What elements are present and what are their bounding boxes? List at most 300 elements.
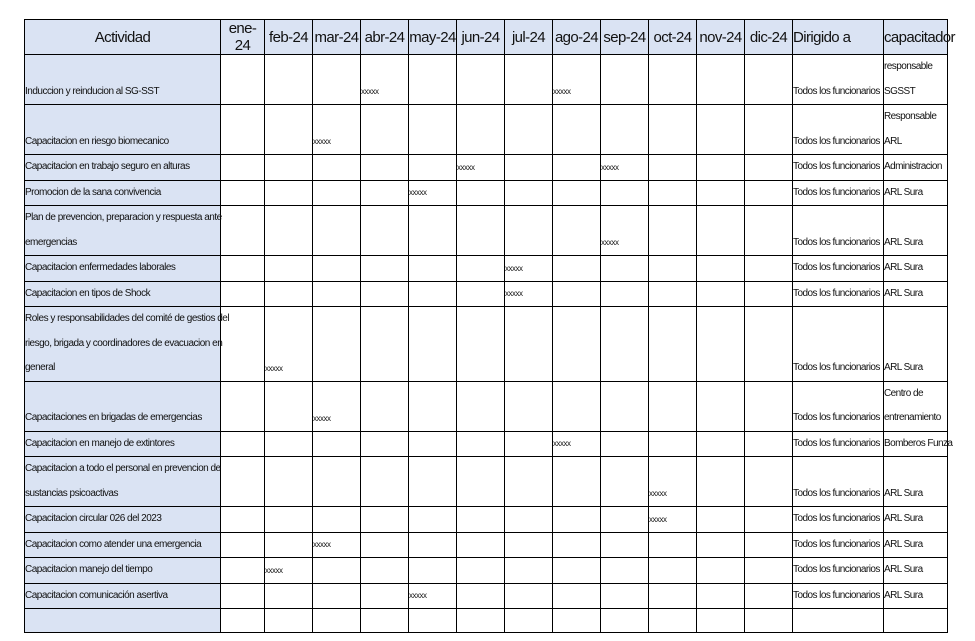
month-cell[interactable] — [361, 431, 409, 457]
month-cell[interactable] — [457, 256, 505, 282]
month-cell[interactable] — [313, 180, 361, 206]
month-cell[interactable] — [697, 307, 745, 382]
trainer-cell[interactable] — [884, 381, 948, 431]
month-cell[interactable] — [745, 206, 793, 256]
month-cell[interactable] — [313, 256, 361, 282]
activity-cell[interactable] — [25, 583, 221, 609]
month-cell[interactable] — [697, 558, 745, 584]
month-cell[interactable]: xxxxx — [409, 180, 457, 206]
month-cell[interactable]: xxxxx — [553, 55, 601, 105]
month-cell[interactable] — [221, 583, 265, 609]
month-cell[interactable] — [697, 206, 745, 256]
trainer-cell[interactable] — [884, 180, 948, 206]
month-cell[interactable] — [409, 256, 457, 282]
month-cell[interactable] — [457, 507, 505, 533]
month-cell[interactable] — [697, 431, 745, 457]
audience-cell[interactable]: Todos los funcionarios — [793, 281, 884, 307]
column-header[interactable]: mar-24 — [313, 20, 361, 55]
audience-cell[interactable]: Todos los funcionarios — [793, 381, 884, 431]
table-row — [25, 457, 948, 507]
month-cell[interactable] — [649, 583, 697, 609]
month-cell[interactable] — [697, 256, 745, 282]
column-header[interactable]: nov-24 — [697, 20, 745, 55]
month-cell[interactable] — [697, 507, 745, 533]
trainer-cell[interactable] — [884, 307, 948, 382]
month-cell[interactable] — [265, 155, 313, 181]
audience-cell[interactable]: Todos los funcionarios — [793, 307, 884, 382]
trainer-cell[interactable] — [884, 206, 948, 256]
month-cell[interactable] — [313, 558, 361, 584]
month-cell[interactable] — [457, 307, 505, 382]
month-cell[interactable] — [409, 532, 457, 558]
month-cell[interactable] — [745, 55, 793, 105]
trainer-text: ARL Sura — [884, 538, 923, 550]
month-cell[interactable] — [601, 609, 649, 633]
month-cell[interactable] — [505, 206, 553, 256]
month-cell[interactable] — [553, 256, 601, 282]
month-cell[interactable] — [697, 55, 745, 105]
month-cell[interactable] — [361, 609, 409, 633]
month-cell[interactable] — [601, 281, 649, 307]
month-cell[interactable] — [313, 155, 361, 181]
month-cell[interactable] — [745, 609, 793, 633]
month-cell[interactable] — [553, 180, 601, 206]
month-cell[interactable] — [265, 206, 313, 256]
month-cell[interactable] — [409, 206, 457, 256]
month-cell[interactable] — [409, 558, 457, 584]
activity-text: emergencias — [25, 236, 77, 248]
month-cell[interactable] — [221, 457, 265, 507]
month-cell[interactable] — [553, 457, 601, 507]
month-cell[interactable] — [601, 180, 649, 206]
activity-text: Capacitacion en trabajo seguro en alturas — [25, 161, 190, 172]
month-cell[interactable] — [457, 180, 505, 206]
month-cell[interactable] — [265, 55, 313, 105]
month-cell[interactable] — [649, 180, 697, 206]
trainer-cell[interactable] — [884, 155, 948, 181]
audience-cell[interactable]: Todos los funcionarios — [793, 105, 884, 155]
month-cell[interactable] — [505, 180, 553, 206]
month-cell[interactable] — [697, 532, 745, 558]
table-row — [25, 307, 948, 382]
month-cell[interactable] — [745, 307, 793, 382]
month-cell[interactable] — [553, 155, 601, 181]
month-cell[interactable] — [601, 583, 649, 609]
column-header[interactable]: may-24 — [409, 20, 457, 55]
activity-text: riesgo, brigada y coordinadores de evacuacion en — [25, 337, 223, 349]
month-cell[interactable] — [221, 532, 265, 558]
month-cell[interactable] — [313, 206, 361, 256]
month-cell[interactable] — [649, 609, 697, 633]
month-cell[interactable] — [697, 609, 745, 633]
month-cell[interactable] — [457, 583, 505, 609]
month-cell[interactable] — [265, 281, 313, 307]
month-cell[interactable] — [553, 507, 601, 533]
month-cell[interactable] — [221, 431, 265, 457]
trainer-text: ARL Sura — [884, 236, 923, 248]
month-cell[interactable] — [457, 532, 505, 558]
activity-cell[interactable] — [25, 55, 221, 105]
audience-cell[interactable]: Todos los funcionarios — [793, 206, 884, 256]
month-cell[interactable] — [457, 206, 505, 256]
trainer-cell[interactable] — [884, 558, 948, 584]
month-cell[interactable] — [313, 583, 361, 609]
audience-cell[interactable]: Todos los funcionarios — [793, 155, 884, 181]
table-row — [25, 256, 948, 282]
audience-cell[interactable]: Todos los funcionarios — [793, 431, 884, 457]
table-row — [25, 583, 948, 609]
month-cell[interactable] — [457, 457, 505, 507]
month-cell[interactable] — [553, 609, 601, 633]
trainer-cell[interactable] — [884, 507, 948, 533]
trainer-cell[interactable] — [884, 431, 953, 457]
activity-cell[interactable] — [25, 307, 230, 382]
trainer-text: ARL Sura — [884, 513, 923, 524]
month-cell[interactable] — [601, 558, 649, 584]
month-cell[interactable] — [505, 609, 553, 633]
month-cell[interactable] — [649, 281, 697, 307]
month-cell[interactable] — [361, 256, 409, 282]
audience-cell[interactable]: Todos los funcionarios — [793, 558, 884, 584]
month-cell[interactable] — [409, 507, 457, 533]
activity-text: Capacitacion enfermedades laborales — [25, 262, 176, 273]
activity-text: Roles y responsabilidades del comité de gestios del — [25, 313, 230, 324]
activity-cell[interactable] — [25, 155, 221, 181]
month-cell[interactable] — [361, 532, 409, 558]
month-cell[interactable] — [553, 532, 601, 558]
month-cell[interactable] — [505, 307, 553, 382]
month-cell[interactable] — [745, 256, 793, 282]
month-cell[interactable] — [745, 431, 793, 457]
table-row — [25, 105, 948, 155]
column-header[interactable]: Dirigido a — [793, 20, 884, 55]
activity-cell[interactable] — [25, 431, 221, 457]
column-header[interactable]: ene-24 — [221, 20, 265, 55]
audience-cell[interactable]: Todos los funcionarios — [793, 507, 884, 533]
month-cell[interactable] — [361, 155, 409, 181]
month-cell[interactable] — [697, 381, 745, 431]
month-cell[interactable] — [601, 55, 649, 105]
activity-text: Capacitacion manejo del tiempo — [25, 564, 153, 575]
activity-text: Capacitacion como atender una emergencia — [25, 538, 202, 550]
trainer-text: ARL Sura — [884, 262, 923, 273]
month-cell[interactable] — [553, 381, 601, 431]
month-cell[interactable] — [265, 431, 313, 457]
month-cell[interactable] — [697, 180, 745, 206]
month-cell[interactable] — [505, 583, 553, 609]
month-cell[interactable] — [221, 507, 265, 533]
month-cell[interactable] — [221, 281, 265, 307]
month-cell[interactable] — [409, 55, 457, 105]
activity-cell[interactable] — [25, 457, 221, 507]
month-cell[interactable] — [265, 180, 313, 206]
month-cell[interactable] — [745, 281, 793, 307]
column-header[interactable]: oct-24 — [649, 20, 697, 55]
activity-cell[interactable] — [25, 256, 221, 282]
month-cell[interactable] — [457, 609, 505, 633]
month-cell[interactable] — [313, 507, 361, 533]
activity-text: Plan de prevencion, preparacion y respuesta ante — [25, 212, 222, 223]
trainer-text: ARL — [884, 135, 902, 147]
trainer-text: responsable — [884, 61, 933, 72]
column-header[interactable]: dic-24 — [745, 20, 793, 55]
month-cell[interactable] — [553, 583, 601, 609]
month-cell[interactable] — [601, 105, 649, 155]
audience-cell[interactable] — [793, 609, 884, 633]
month-cell[interactable] — [505, 532, 553, 558]
month-cell[interactable] — [313, 281, 361, 307]
month-cell[interactable] — [361, 281, 409, 307]
month-cell[interactable] — [409, 431, 457, 457]
activity-text: Capacitacion en manejo de extintores — [25, 437, 175, 449]
column-header[interactable]: jun-24 — [457, 20, 505, 55]
month-cell[interactable]: xxxxx — [553, 431, 601, 457]
trainer-cell[interactable] — [884, 457, 948, 507]
month-cell[interactable] — [649, 105, 697, 155]
table-row — [25, 206, 948, 256]
month-cell[interactable] — [745, 180, 793, 206]
trainer-cell[interactable] — [884, 609, 948, 633]
month-cell[interactable]: xxxxx — [313, 105, 361, 155]
month-cell[interactable] — [505, 457, 553, 507]
trainer-cell[interactable] — [884, 105, 948, 155]
month-cell[interactable] — [697, 155, 745, 181]
month-cell[interactable] — [553, 105, 601, 155]
month-cell[interactable]: xxxxx — [361, 55, 409, 105]
month-cell[interactable] — [649, 155, 697, 181]
month-cell[interactable] — [265, 609, 313, 633]
month-cell[interactable] — [553, 558, 601, 584]
month-cell[interactable] — [409, 457, 457, 507]
month-cell[interactable] — [649, 55, 697, 105]
month-cell[interactable] — [409, 105, 457, 155]
month-cell[interactable] — [505, 558, 553, 584]
month-cell[interactable] — [221, 105, 265, 155]
month-cell[interactable] — [265, 583, 313, 609]
table-row — [25, 55, 948, 105]
month-cell[interactable] — [505, 105, 553, 155]
month-cell[interactable] — [221, 609, 265, 633]
activity-text: Induccion y reinducion al SG-SST — [25, 85, 160, 97]
audience-cell[interactable]: Todos los funcionarios — [793, 55, 884, 105]
trainer-cell[interactable] — [884, 55, 948, 105]
month-cell[interactable] — [313, 307, 361, 382]
audience-cell[interactable]: Todos los funcionarios — [793, 532, 884, 558]
trainer-cell[interactable] — [884, 532, 948, 558]
column-header[interactable]: Actividad — [25, 20, 221, 55]
month-cell[interactable] — [505, 431, 553, 457]
column-header[interactable]: capacitador — [884, 20, 948, 55]
trainer-cell[interactable] — [884, 583, 948, 609]
table-row — [25, 609, 948, 633]
activity-text: Capacitacion en tipos de Shock — [25, 287, 151, 299]
month-cell[interactable] — [361, 307, 409, 382]
month-cell[interactable]: xxxxx — [313, 532, 361, 558]
month-cell[interactable] — [221, 155, 265, 181]
month-cell[interactable] — [553, 307, 601, 382]
month-cell[interactable] — [457, 55, 505, 105]
month-cell[interactable]: xxxxx — [601, 155, 649, 181]
activity-text: Capacitaciones en brigadas de emergencias — [25, 412, 202, 423]
month-cell[interactable] — [505, 507, 553, 533]
month-cell[interactable] — [601, 431, 649, 457]
month-cell[interactable] — [697, 457, 745, 507]
month-cell[interactable]: xxxxx — [505, 256, 553, 282]
activity-text: Capacitacion en riesgo biomecanico — [25, 135, 169, 147]
month-cell[interactable] — [221, 206, 265, 256]
table-body — [25, 55, 953, 633]
month-cell[interactable] — [265, 381, 313, 431]
month-cell[interactable]: xxxxx — [601, 206, 649, 256]
audience-cell[interactable]: Todos los funcionarios — [793, 583, 884, 609]
month-cell[interactable] — [361, 507, 409, 533]
audience-cell[interactable]: Todos los funcionarios — [793, 180, 884, 206]
month-cell[interactable] — [601, 307, 649, 382]
month-cell[interactable] — [265, 532, 313, 558]
month-cell[interactable]: xxxxx — [649, 457, 697, 507]
month-cell[interactable] — [409, 307, 457, 382]
month-cell[interactable] — [409, 281, 457, 307]
month-cell[interactable] — [745, 381, 793, 431]
activity-text: sustancias psicoactivas — [25, 487, 118, 499]
trainer-text: ARL Sura — [884, 186, 923, 198]
month-cell[interactable] — [409, 609, 457, 633]
table-row — [25, 155, 948, 181]
month-cell[interactable] — [697, 105, 745, 155]
month-cell[interactable] — [221, 55, 265, 105]
month-cell[interactable] — [745, 105, 793, 155]
month-cell[interactable] — [649, 256, 697, 282]
trainer-text: ARL Sura — [884, 589, 923, 601]
month-cell[interactable] — [601, 381, 649, 431]
month-cell[interactable] — [457, 281, 505, 307]
column-header[interactable]: feb-24 — [265, 20, 313, 55]
month-cell[interactable] — [361, 206, 409, 256]
month-cell[interactable] — [265, 507, 313, 533]
activity-cell[interactable] — [25, 180, 221, 206]
table-row — [25, 281, 948, 307]
month-cell[interactable] — [361, 381, 409, 431]
month-cell[interactable] — [505, 55, 553, 105]
month-cell[interactable]: xxxxx — [409, 583, 457, 609]
activity-cell[interactable] — [25, 609, 221, 633]
month-cell[interactable] — [697, 583, 745, 609]
month-cell[interactable] — [649, 381, 697, 431]
trainer-text: ARL Sura — [884, 287, 923, 299]
month-cell[interactable]: xxxxx — [505, 281, 553, 307]
month-cell[interactable] — [409, 155, 457, 181]
month-cell[interactable] — [745, 155, 793, 181]
month-cell[interactable] — [553, 206, 601, 256]
month-cell[interactable]: xxxxx — [649, 507, 697, 533]
month-cell[interactable] — [265, 256, 313, 282]
month-cell[interactable] — [221, 256, 265, 282]
month-cell[interactable] — [601, 507, 649, 533]
audience-cell[interactable]: Todos los funcionarios — [793, 256, 884, 282]
month-cell[interactable] — [649, 307, 697, 382]
month-cell[interactable] — [697, 281, 745, 307]
month-cell[interactable] — [221, 180, 265, 206]
month-cell[interactable] — [313, 431, 361, 457]
month-cell[interactable] — [745, 457, 793, 507]
activity-text: Capacitacion comunicación asertiva — [25, 589, 168, 601]
month-cell[interactable]: xxxxx — [313, 381, 361, 431]
month-cell[interactable] — [505, 155, 553, 181]
month-cell[interactable] — [745, 507, 793, 533]
column-header[interactable]: jul-24 — [505, 20, 553, 55]
activity-cell[interactable] — [25, 381, 221, 431]
activity-cell[interactable] — [25, 507, 221, 533]
trainer-cell[interactable] — [884, 281, 948, 307]
month-cell[interactable]: xxxxx — [457, 155, 505, 181]
month-cell[interactable] — [361, 105, 409, 155]
month-cell[interactable] — [745, 532, 793, 558]
month-cell[interactable] — [221, 558, 265, 584]
column-header[interactable]: ago-24 — [553, 20, 601, 55]
activity-text: general — [25, 362, 55, 373]
trainer-text: ARL Sura — [884, 487, 923, 499]
trainer-text: ARL Sura — [884, 564, 923, 575]
month-cell[interactable] — [457, 558, 505, 584]
activity-cell[interactable] — [25, 532, 221, 558]
month-cell[interactable] — [649, 206, 697, 256]
trainer-text: Administracion — [884, 161, 942, 172]
month-cell[interactable] — [457, 105, 505, 155]
table-row — [25, 532, 948, 558]
trainer-text: Bomberos Funza — [884, 437, 953, 449]
activity-cell[interactable] — [25, 206, 221, 256]
month-cell[interactable] — [601, 532, 649, 558]
month-cell[interactable] — [601, 457, 649, 507]
month-cell[interactable] — [361, 457, 409, 507]
activity-cell[interactable] — [25, 281, 221, 307]
trainer-text: ARL Sura — [884, 362, 923, 373]
month-cell[interactable] — [313, 55, 361, 105]
month-cell[interactable] — [221, 381, 265, 431]
month-cell[interactable] — [601, 256, 649, 282]
month-cell[interactable] — [361, 180, 409, 206]
month-cell[interactable]: xxxxx — [265, 558, 313, 584]
schedule-table — [24, 19, 955, 633]
month-cell[interactable] — [553, 281, 601, 307]
column-header[interactable]: sep-24 — [601, 20, 649, 55]
month-cell[interactable]: xxxxx — [265, 307, 313, 382]
month-cell[interactable] — [361, 558, 409, 584]
month-cell[interactable] — [457, 381, 505, 431]
table-row — [25, 507, 948, 533]
month-cell[interactable] — [265, 105, 313, 155]
month-cell[interactable] — [457, 431, 505, 457]
table-row — [25, 180, 948, 206]
month-cell[interactable] — [313, 609, 361, 633]
trainer-text: entrenamiento — [884, 412, 941, 423]
activity-cell[interactable] — [25, 558, 221, 584]
month-cell[interactable] — [649, 431, 697, 457]
month-cell[interactable] — [649, 532, 697, 558]
column-header[interactable]: abr-24 — [361, 20, 409, 55]
trainer-cell[interactable] — [884, 256, 948, 282]
activity-cell[interactable] — [25, 105, 221, 155]
month-cell[interactable] — [361, 583, 409, 609]
month-cell[interactable] — [745, 558, 793, 584]
month-cell[interactable] — [313, 457, 361, 507]
month-cell[interactable] — [745, 583, 793, 609]
month-cell[interactable] — [409, 381, 457, 431]
audience-cell[interactable]: Todos los funcionarios — [793, 457, 884, 507]
month-cell[interactable] — [265, 457, 313, 507]
month-cell[interactable] — [649, 558, 697, 584]
month-cell[interactable] — [505, 381, 553, 431]
